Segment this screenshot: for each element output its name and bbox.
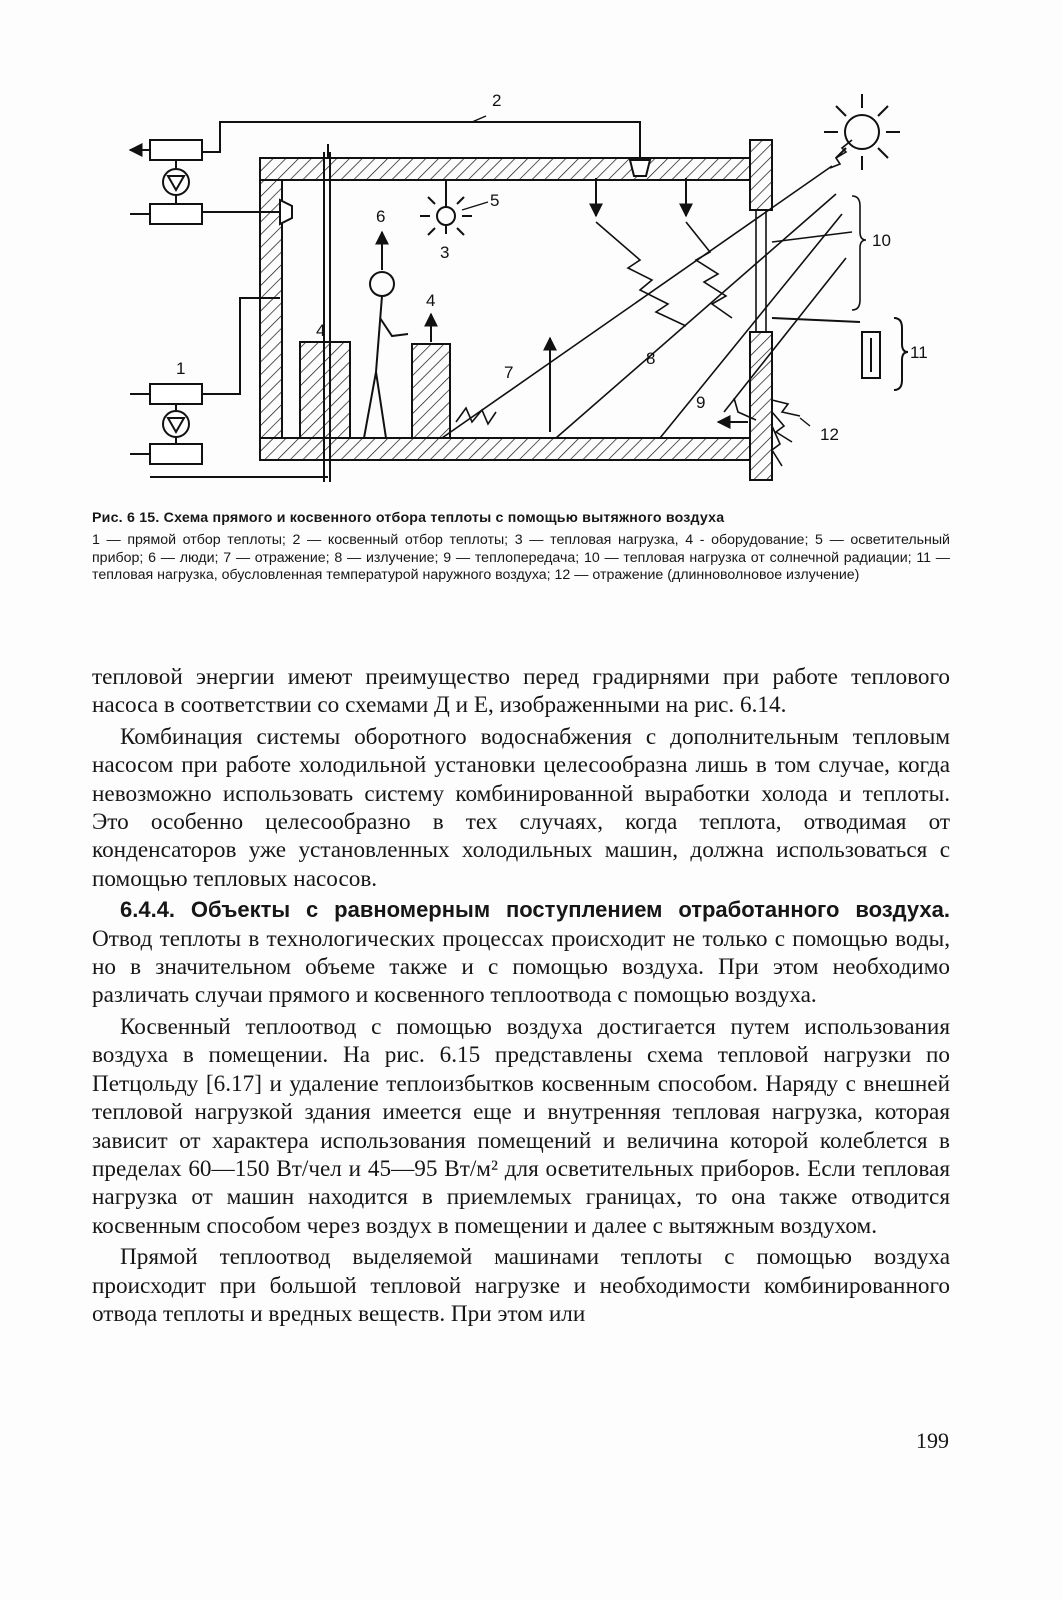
paragraph-3-text: Отвод теплоты в технологических процессах происходит не только с помощью воды, но в значительном объеме также и с помощью воздуха. При этом необходимо различать случаи прямого и косвенного теплоотвода с помощью воздуха. [92,925,950,1009]
section-heading: 6.4.4. Объекты с равномерным поступлением отработанного воздуха. [120,897,950,923]
lamp-icon [420,180,472,235]
label-7: 7 [504,363,514,382]
caption-legend: 1 — прямой отбор теплоты; 2 — косвенный отбор теплоты; 3 — тепловая нагрузка, 4 - оборудование; 5 — осветительный прибор; 6 — люди; 7 — отражение; 8 — излучение; 9 — теплопередача; 10 — тепловая нагрузка от солнечной радиации; 11 — тепловая нагрузка, обусловленная температурой наружного воздуха; 12 — отражение (длинноволновое излучение) [92,531,950,584]
page-number: 199 [916,1428,949,1453]
label-4-upper: 4 [426,291,436,310]
paragraph-4: Косвенный теплоотвод с помощью воздуха достигается путем использования воздуха в помещении. На рис. 6.15 представлены схема тепловой нагрузки по Петцольду [6.17] и удаление теплоизбытков косвенным способом. Наряду с внешней тепловой нагрузкой здания имеется еще и внутренняя тепловая нагрузка, которая зависит от характера использования помещений и величина которой колеблется в пределах 60—150 Вт/чел и 45—95 Вт/м² для осветительных приборов. Если тепловая нагрузка от машин находится в приемлемых границах, то она также отводится косвенным способом через воздух в помещении и далее с вытяжным воздухом. [92,1013,950,1239]
ceiling-exhaust-arrows [596,178,686,216]
exhaust-fan-1 [130,384,202,464]
exhaust-fan-2 [130,140,202,224]
paragraph-3 [92,896,950,1010]
reflection-zigzag [772,400,800,466]
heat-removal-diagram [120,82,960,492]
label-4-lower: 4 [316,321,326,340]
label-11: 11 [910,343,928,362]
label-8: 8 [646,349,656,368]
label-3: 3 [440,243,450,262]
person [364,232,408,438]
solar-rays [442,140,852,438]
label-1: 1 [176,359,186,378]
figure-caption [92,510,950,585]
label-12: 12 [820,425,839,444]
paragraph-5: Прямой теплоотвод выделяемой машинами теплоты с помощью воздуха происходит при большой тепловой нагрузке и необходимости комбинированного отвода теплоты и вредных веществ. При этом или [92,1244,950,1327]
label-5: 5 [490,191,500,210]
sun-icon [824,94,900,170]
label-2: 2 [492,91,502,110]
paragraph-1: тепловой энергии имеют преимущество перед градирнями при работе теплового насоса в соответствии со схемами Д и Е, изображенными на рис. 6.14. [92,664,950,719]
thermometer-icon [772,318,908,390]
paragraph-2: Комбинация системы оборотного водоснабжения с дополнительным тепловым насосом при работе холодильной установки целесообразна лишь в том случае, когда невозможно использовать систему комбинированной выработки холода и теплоты. Это особенно целесообразно в тех случаях, когда теплота, отводимая от конденсаторов уже установленных холодильных машин, должна использоваться с помощью тепловых насосов. [92,723,950,892]
caption-title: Рис. 6 15. Схема прямого и косвенного отбора теплоты с помощью вытяжного воздуха [92,510,725,526]
label-9: 9 [696,393,706,412]
body-text [92,663,950,1328]
label-10: 10 [872,231,891,250]
label-6: 6 [376,207,386,226]
